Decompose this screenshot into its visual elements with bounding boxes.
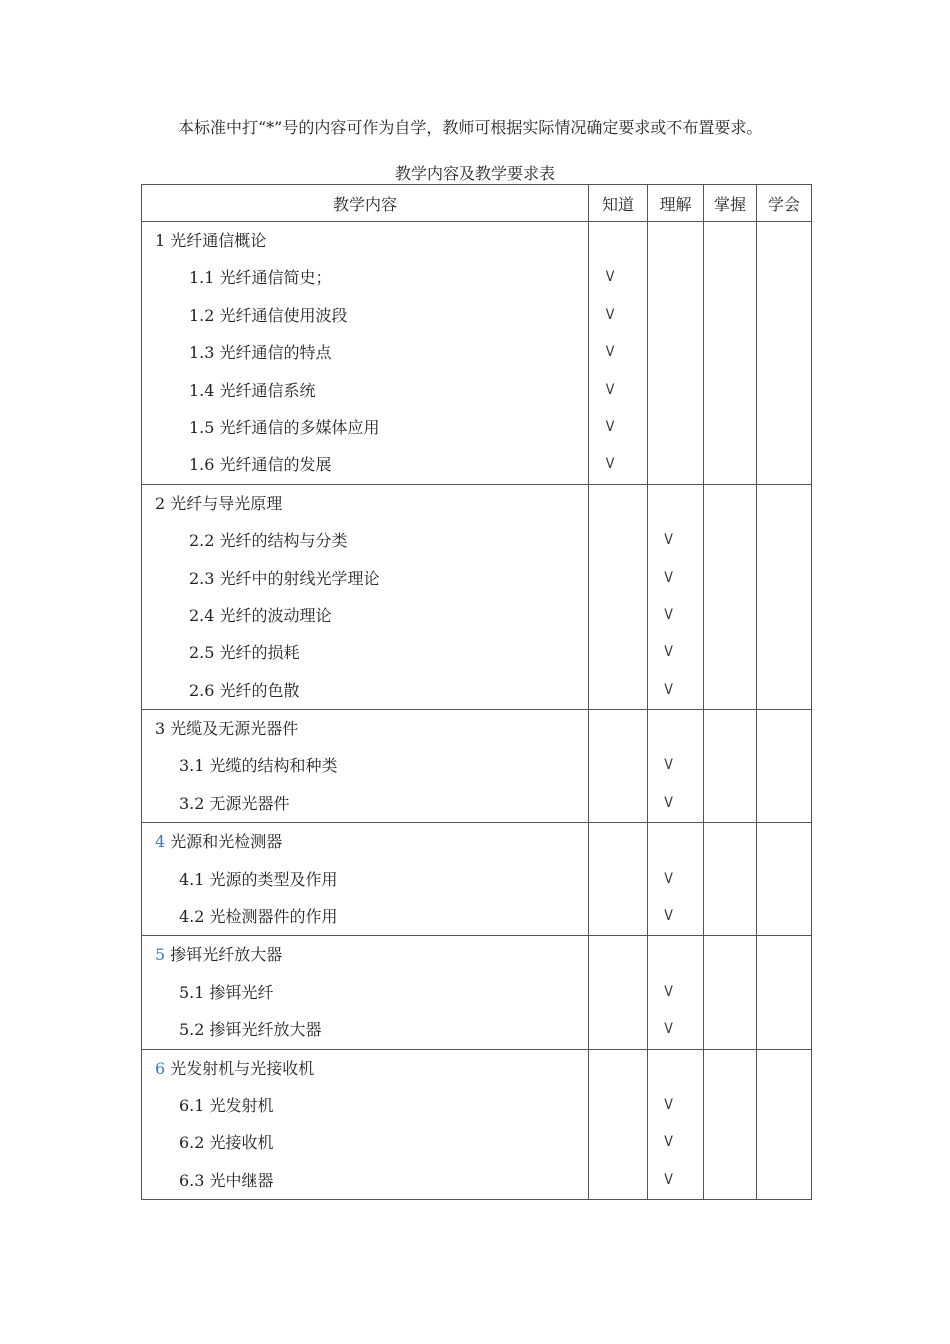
mark-cell-lijie	[648, 484, 704, 709]
list-item: 5.2 掺铒光纤放大器	[179, 1020, 322, 1040]
check-mark: V	[664, 1171, 673, 1188]
list-item: 1.2 光纤通信使用波段	[189, 305, 348, 325]
check-mark: V	[605, 344, 615, 361]
mark-cell-lijie	[648, 936, 704, 1049]
column-header-zhangwo: 掌握	[704, 185, 757, 222]
content-cell	[142, 484, 589, 709]
chapter-heading	[142, 222, 588, 259]
list-item: 1.1 光纤通信简史；	[189, 268, 332, 288]
list-item: 4.1 光源的类型及作用	[179, 869, 338, 889]
check-mark: V	[605, 456, 615, 473]
chapter-number: 1	[155, 231, 166, 250]
check-mark: V	[605, 381, 615, 398]
chapter-heading	[142, 710, 588, 747]
chapter-number: 5	[155, 945, 166, 965]
list-item: 2.5 光纤的损耗	[189, 643, 300, 663]
mark-cell-zhidao	[589, 484, 648, 709]
table-row	[142, 484, 812, 709]
chapter-heading	[142, 936, 588, 973]
check-mark: V	[664, 532, 673, 549]
check-mark: V	[605, 418, 615, 435]
chapter-title: 光纤与导光原理	[170, 493, 283, 513]
column-header-xuehui: 学会	[757, 185, 812, 222]
mark-cell-xuehui	[757, 936, 812, 1049]
mark-cell-zhangwo	[704, 484, 757, 709]
column-header-content: 教学内容	[142, 185, 589, 222]
check-mark: V	[664, 1134, 673, 1151]
mark-cell-zhangwo	[704, 936, 757, 1049]
mark-cell-lijie	[648, 1049, 704, 1200]
chapter-title: 光缆及无源光器件	[170, 719, 299, 739]
mark-cell-zhangwo	[704, 1049, 757, 1200]
chapter-number: 6	[155, 1058, 166, 1078]
mark-cell-zhidao	[589, 222, 648, 485]
list-item: 1.4 光纤通信系统	[189, 380, 316, 400]
chapter-title: 光源和光检测器	[170, 832, 283, 852]
check-mark: V	[664, 870, 673, 887]
list-item: 4.2 光检测器件的作用	[179, 907, 338, 927]
list-item: 1.5 光纤通信的多媒体应用	[189, 417, 380, 437]
list-item: 2.2 光纤的结构与分类	[189, 531, 348, 551]
chapter-number: 3	[155, 719, 166, 739]
mark-cell-zhangwo	[704, 222, 757, 485]
list-item: 2.4 光纤的波动理论	[189, 605, 332, 625]
check-mark: V	[664, 681, 673, 698]
chapter-title: 光纤通信概论	[170, 231, 267, 250]
check-mark: V	[664, 983, 673, 1000]
list-item: 6.1 光发射机	[179, 1095, 274, 1115]
table-row	[142, 823, 812, 936]
check-mark: V	[664, 606, 673, 623]
chapter-heading	[142, 485, 588, 522]
check-mark: V	[664, 1096, 673, 1113]
intro-paragraph: 本标准中打“*”号的内容可作为自学，教师可根据实际情况确定要求或不布置要求。	[178, 118, 763, 137]
mark-cell-xuehui	[757, 222, 812, 485]
list-item: 5.1 掺铒光纤	[179, 982, 274, 1002]
list-item: 3.2 无源光器件	[179, 793, 290, 813]
check-mark: V	[605, 306, 615, 323]
check-mark: V	[664, 908, 673, 925]
table-caption: 教学内容及教学要求表	[394, 164, 555, 183]
mark-cell-lijie	[648, 710, 704, 823]
column-header-zhidao: 知道	[589, 185, 648, 222]
table-row	[142, 222, 812, 485]
mark-cell-xuehui	[757, 710, 812, 823]
list-item: 6.2 光接收机	[179, 1133, 274, 1153]
mark-cell-xuehui	[757, 484, 812, 709]
chapter-heading	[142, 823, 588, 860]
content-cell	[142, 222, 589, 485]
mark-cell-zhidao	[589, 710, 648, 823]
list-item: 2.3 光纤中的射线光学理论	[189, 568, 380, 588]
chapter-heading	[142, 1050, 588, 1087]
content-cell	[142, 936, 589, 1049]
mark-cell-zhangwo	[704, 710, 757, 823]
check-mark: V	[664, 757, 673, 774]
mark-cell-zhidao	[589, 936, 648, 1049]
table-body	[142, 222, 812, 1200]
chapter-number: 4	[155, 832, 166, 852]
table-row	[142, 936, 812, 1049]
check-mark: V	[664, 794, 673, 811]
list-item: 2.6 光纤的色散	[189, 680, 300, 700]
column-header-lijie: 理解	[648, 185, 704, 222]
check-mark: V	[664, 644, 673, 661]
mark-cell-xuehui	[757, 823, 812, 936]
table-row	[142, 710, 812, 823]
mark-cell-xuehui	[757, 1049, 812, 1200]
content-cell	[142, 710, 589, 823]
chapter-title: 光发射机与光接收机	[170, 1058, 315, 1078]
mark-cell-zhangwo	[704, 823, 757, 936]
list-item: 6.3 光中继器	[179, 1170, 274, 1190]
list-item: 3.1 光缆的结构和种类	[179, 756, 338, 776]
list-item: 1.3 光纤通信的特点	[189, 343, 332, 363]
mark-cell-lijie	[648, 222, 704, 485]
check-mark: V	[664, 569, 673, 586]
teaching-requirements-table	[141, 184, 812, 1200]
content-cell	[142, 823, 589, 936]
content-cell	[142, 1049, 589, 1200]
mark-cell-zhidao	[589, 1049, 648, 1200]
check-mark: V	[664, 1021, 673, 1038]
check-mark: V	[605, 269, 615, 286]
table-header-row	[142, 185, 812, 222]
chapter-number: 2	[155, 493, 166, 513]
chapter-title: 掺铒光纤放大器	[170, 945, 283, 965]
list-item: 1.6 光纤通信的发展	[189, 455, 332, 475]
mark-cell-lijie	[648, 823, 704, 936]
mark-cell-zhidao	[589, 823, 648, 936]
table-row	[142, 1049, 812, 1200]
